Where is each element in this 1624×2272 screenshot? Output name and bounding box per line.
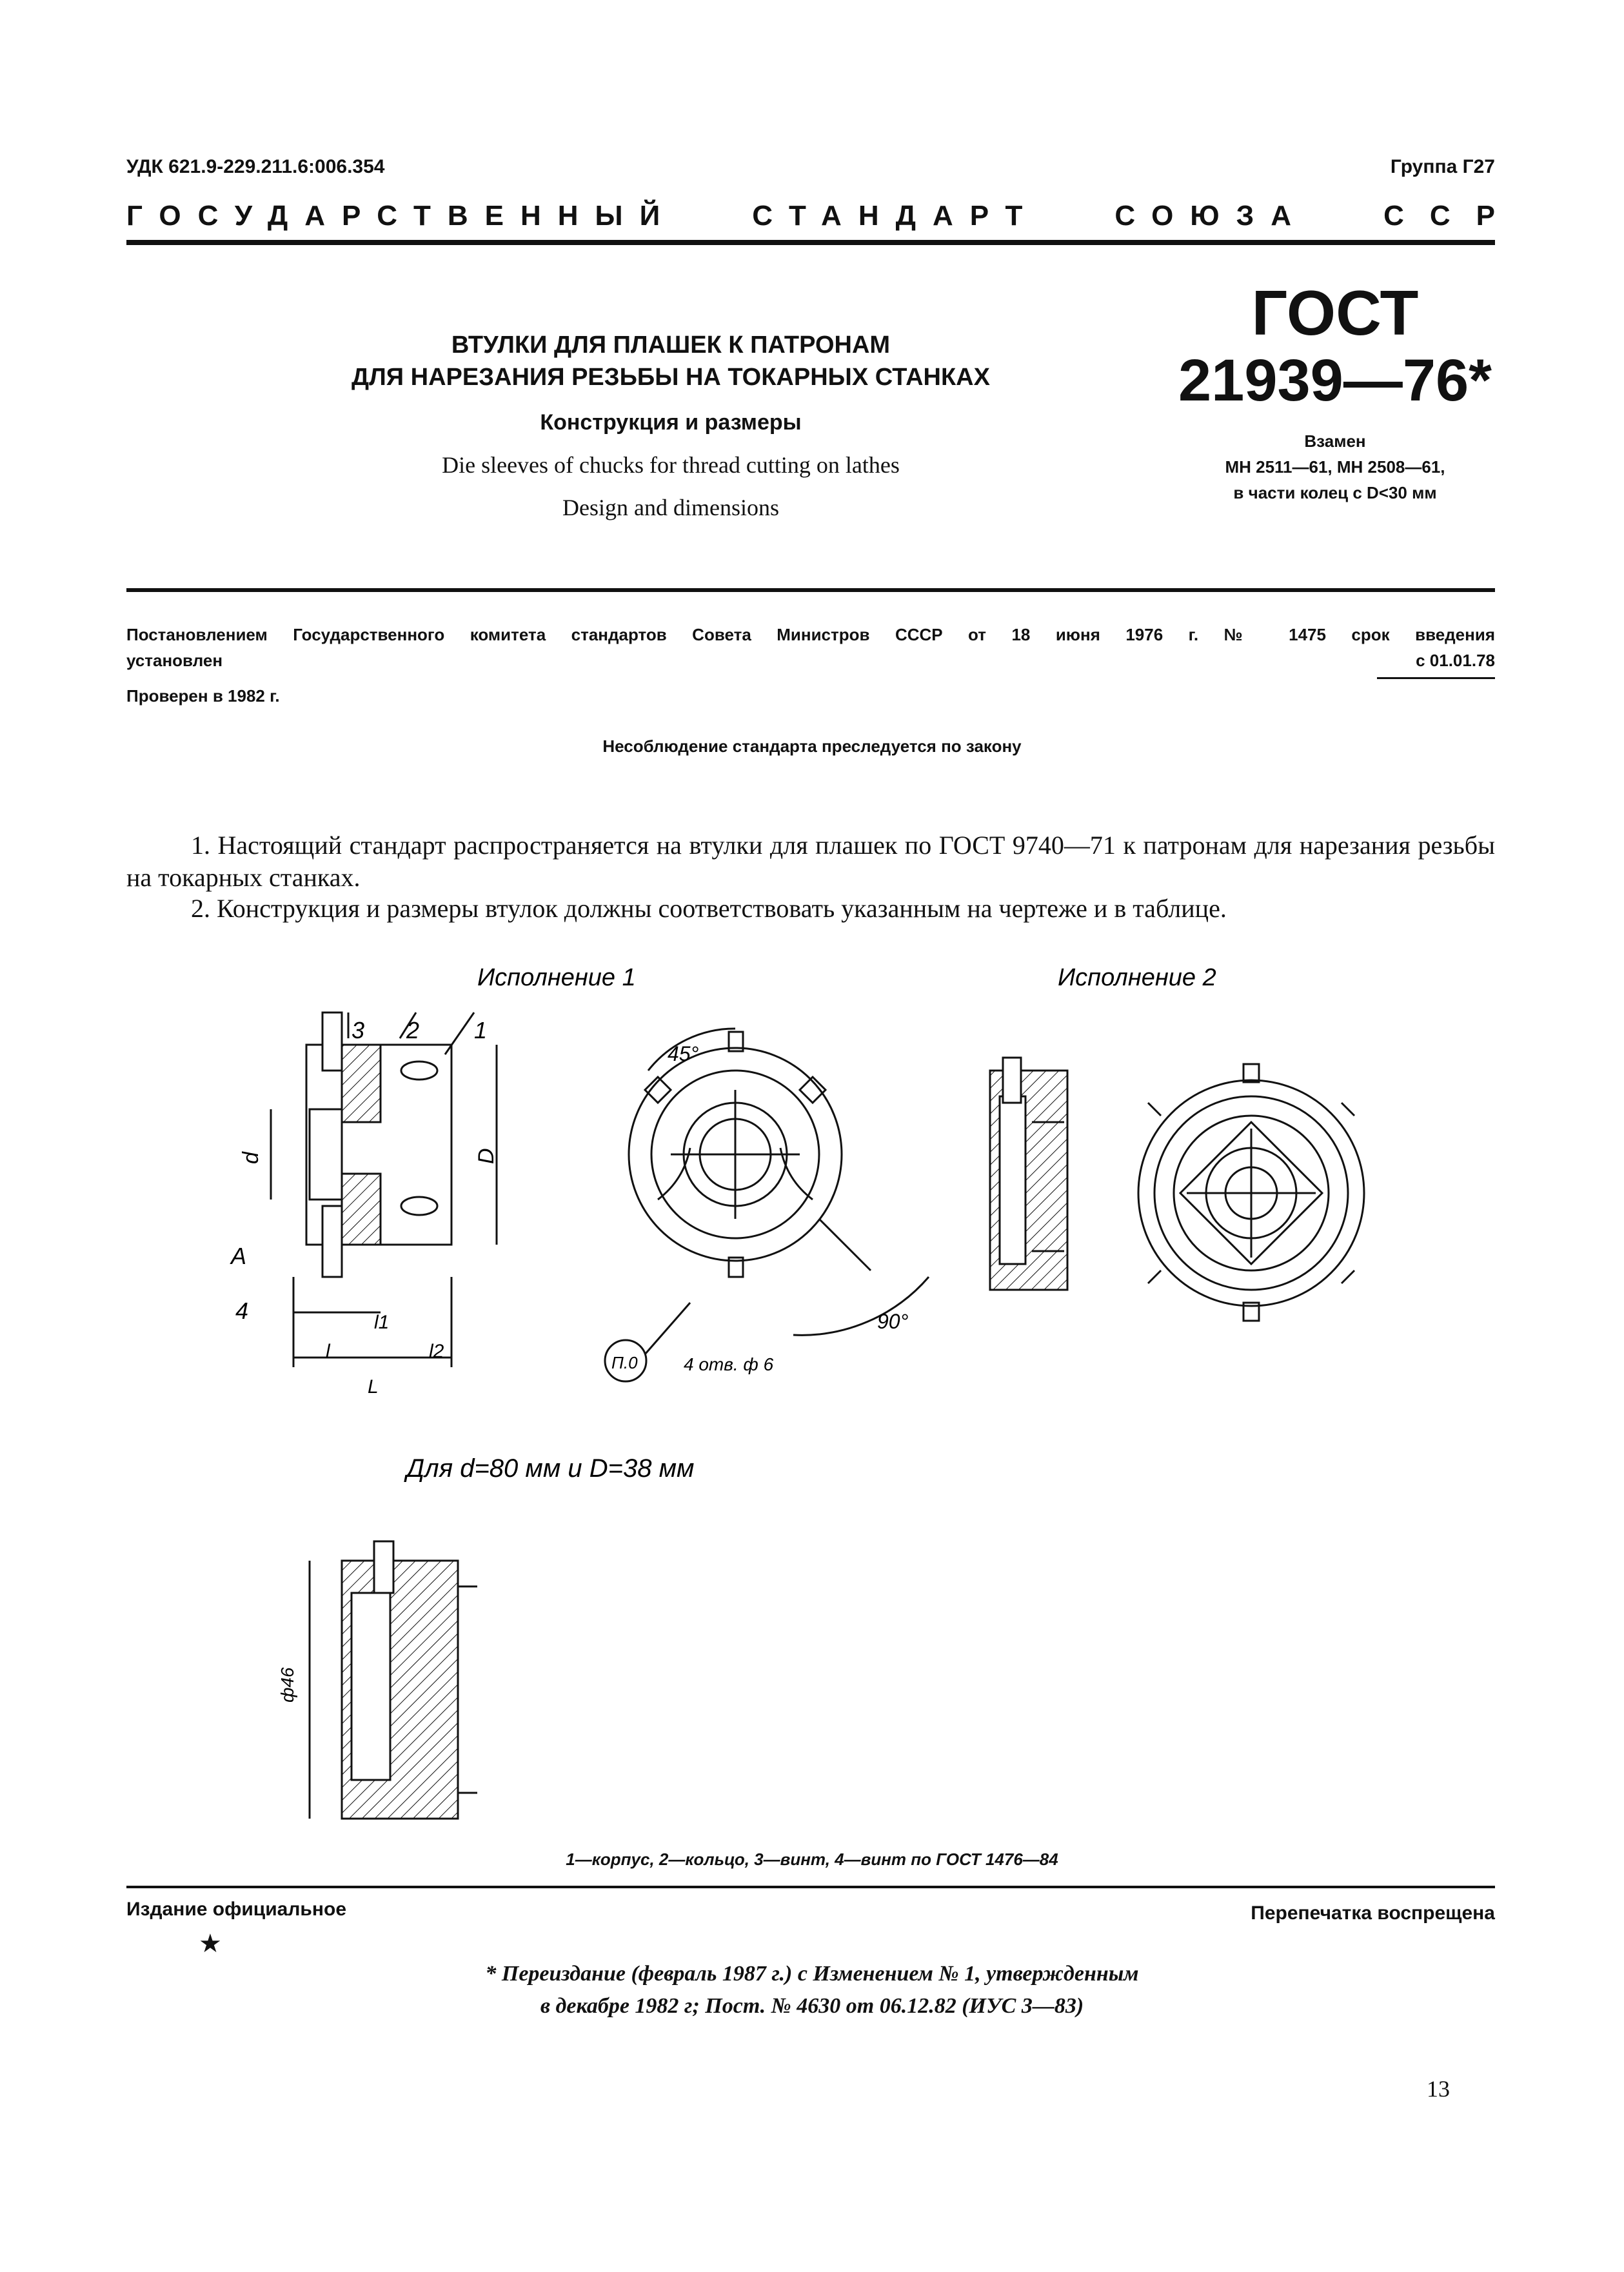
- gost-word: ГОСТ: [1251, 277, 1419, 348]
- replace-line-2: в части колец с D<30 мм: [1233, 483, 1437, 502]
- label-surface: П.0: [611, 1353, 638, 1372]
- heading-word-1: ГОСУДАРСТВЕННЫЙ: [126, 200, 677, 232]
- decree-line-2: [126, 647, 1495, 679]
- english-title-2: Design and dimensions: [562, 495, 779, 520]
- state-standard-heading: [126, 200, 1521, 232]
- official-edition: Издание официальное: [126, 1899, 347, 1920]
- group-code: Группа Г27: [1390, 156, 1495, 177]
- paragraph-1: 1. Настоящий стандарт распространяется на втулки для плашек по ГОСТ 9740—71 к патронам для нарезания резьбы на токарных станках.: [126, 831, 1495, 892]
- variant1-front-view: [629, 1029, 929, 1354]
- law-warning: Несоблюдение стандарта преследуется по закону: [602, 736, 1022, 756]
- drawing-legend: 1—корпус, 2—кольцо, 3—винт, 4—винт по ГОСТ 1476—84: [566, 1850, 1058, 1869]
- gost-number: 21939—76*: [1178, 348, 1492, 413]
- label-1: 1: [474, 1017, 488, 1043]
- heading-word-3: СОЮЗА: [1114, 200, 1309, 232]
- decree-line-1: Постановлением Государственного комитета стандартов Совета Министров СССР от 18 июня 1976 г. № 1475 срок введения: [126, 625, 1495, 644]
- decree: [126, 622, 1495, 679]
- caption-variant-3: Для d=80 мм и D=38 мм: [406, 1454, 695, 1483]
- replace-info: [1148, 428, 1522, 506]
- label-D: D: [474, 1148, 499, 1164]
- caption-variant-2: Исполнение 2: [1058, 964, 1216, 991]
- replace-label: Взамен: [1304, 431, 1366, 451]
- label-d: d: [239, 1152, 263, 1164]
- label-l2: l2: [429, 1341, 444, 1362]
- label-A: А: [231, 1243, 247, 1269]
- variant2-section: [990, 1058, 1067, 1290]
- subtitle: Конструкция и размеры: [540, 410, 802, 435]
- page-number: 13: [1427, 2076, 1450, 2102]
- gost-block: [1148, 277, 1522, 506]
- label-l: l: [326, 1341, 330, 1362]
- decree-established: установлен: [126, 651, 223, 670]
- label-2: 2: [406, 1017, 420, 1043]
- label-angle45: 45°: [668, 1042, 699, 1065]
- checked-year: Проверен в 1982 г.: [126, 686, 280, 706]
- title-line-1: ВТУЛКИ ДЛЯ ПЛАШЕК К ПАТРОНАМ: [451, 331, 891, 359]
- english-title-1: Die sleeves of chucks for thread cutting on lathes: [442, 452, 900, 478]
- technical-drawing: [0, 942, 1624, 1844]
- reprint-prohibited: Перепечатка воспрещена: [1251, 1902, 1495, 1924]
- heading-word-4: ССР: [1383, 200, 1521, 232]
- paragraph-2: 2. Конструкция и размеры втулок должны соответствовать указанным на чертеже и в таблице.: [191, 894, 1227, 923]
- label-L: L: [368, 1376, 379, 1398]
- footer-rule: [126, 1886, 1495, 1888]
- label-3: 3: [352, 1017, 365, 1043]
- label-angle90: 90°: [877, 1310, 909, 1333]
- replace-line-1: МН 2511—61, МН 2508—61,: [1225, 457, 1445, 477]
- decree-date: с 01.01.78: [1377, 647, 1495, 679]
- section-rule: [126, 588, 1495, 592]
- reissue-note: [0, 1958, 1624, 2022]
- star-icon: ★: [199, 1929, 222, 1958]
- heading-word-2: СТАНДАРТ: [752, 200, 1040, 232]
- label-phi46: ф46: [277, 1667, 297, 1703]
- title-block: [245, 329, 1096, 520]
- header-rule: [126, 240, 1495, 245]
- label-l1: l1: [374, 1312, 390, 1333]
- label-holes: 4 отв. ф 6: [684, 1354, 774, 1374]
- udk-code: УДК 621.9-229.211.6:006.354: [126, 156, 385, 177]
- title-line-2: ДЛЯ НАРЕЗАНИЯ РЕЗЬБЫ НА ТОКАРНЫХ СТАНКАХ: [352, 364, 990, 391]
- reissue-note-line-1: * Переиздание (февраль 1987 г.) с Изменением № 1, утвержденным: [485, 1962, 1139, 1986]
- label-4: 4: [235, 1298, 249, 1324]
- reissue-note-line-2: в декабре 1982 г; Пост. № 4630 от 06.12.82 (ИУС 3—83): [540, 1994, 1084, 2018]
- caption-variant-1: Исполнение 1: [477, 964, 636, 991]
- variant2-front-view: [1138, 1064, 1364, 1321]
- variant3-section: [310, 1541, 477, 1819]
